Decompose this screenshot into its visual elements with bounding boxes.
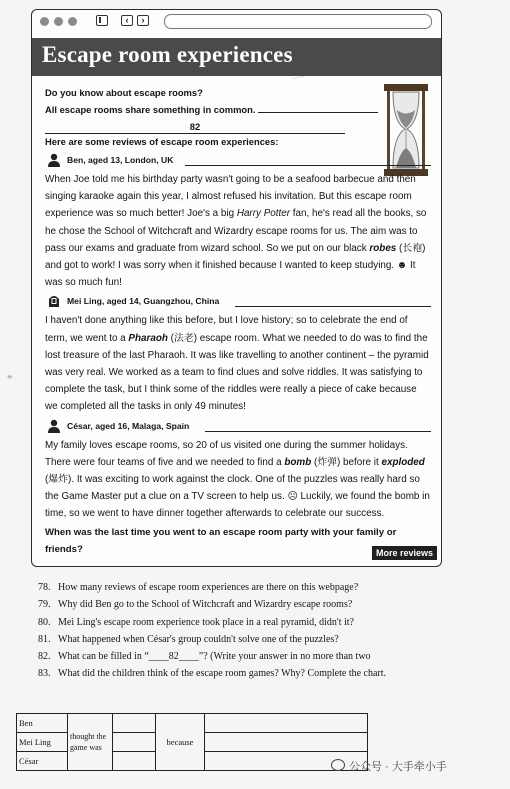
review-text-segment: (炸弹) before it	[311, 456, 382, 468]
watermark: 公众号 · 大手牵小手	[331, 758, 447, 774]
review-text-segment: (长袍) and got to work! I was sorry when it finished because I wanted to keep studying.	[45, 242, 426, 272]
review-keyword: Pharaoh	[128, 332, 168, 344]
review-text-segment: (法老) escape room. What we needed to do was to find the lost treasure of the last Pharaoh. It was like travelling to another continent – the pyramid was very real. We worked as a team to find clues and solve riddles. It was satisfying to complete the task, but I think some of the riddles were really a piece of cake because we completed all the tasks in only 49 minutes!	[45, 332, 429, 413]
chart-answer-cell[interactable]	[113, 714, 156, 733]
chart-reason-cell[interactable]	[205, 714, 368, 733]
forward-arrow-icon[interactable]: ›	[137, 15, 149, 26]
closing-question: When was the last time you went to an escape room party with your family or friends?	[45, 526, 397, 555]
faint-mark: ~~~	[291, 73, 305, 84]
pharaoh-icon	[47, 294, 61, 308]
person-icon	[47, 419, 61, 433]
back-arrow-icon[interactable]: ‹	[121, 15, 133, 26]
emoji-icon: ☻	[396, 260, 408, 272]
question-item: 83. What did the children think of the escape room games? Why? Complete the chart.	[38, 668, 387, 680]
reviewer-ben: Ben, aged 13, London, UK	[45, 152, 431, 171]
review-text-segment: (爆炸). It was exciting to work against the clock. One of the puzzles was really hard so the Game Master put a clue on a TV screen to help us.	[45, 474, 420, 503]
browser-toolbar	[32, 10, 441, 34]
question-item: 79. Why did Ben go to the School of Witchcraft and Wizardry escape rooms?	[38, 599, 353, 611]
question-item: 80. Mei Ling's escape room experience took place in a real pyramid, didn't it?	[38, 616, 354, 628]
review-text-segment: It was so much fun!	[45, 260, 416, 289]
chart-reason-cell[interactable]	[205, 733, 368, 752]
review-text-segment: I haven't done anything like this before, but I love history; so to celebrate the end of term, we went to a	[45, 315, 408, 344]
chart-name-cell: Mei Ling	[17, 733, 68, 752]
blank-line-top	[258, 112, 378, 113]
review-italic-text: Harry Potter	[236, 208, 291, 220]
chart-thought-label: thought the game was	[68, 714, 113, 771]
review-keyword: exploded	[381, 456, 425, 468]
review-text-segment: fan, he's read all the books, so he chose the School of Witchcraft and Wizardry escape rooms for us. The aim was to pass our exams and graduate from wizard school. So we put on our black	[45, 208, 427, 254]
review-text-cesar	[45, 437, 431, 523]
emoji-icon: ☹	[287, 491, 298, 503]
chart-name-cell: César	[17, 752, 68, 771]
review-text-segment: Luckily, we found the bomb in time, so we went to have dinner together afterwards to celebrate our success.	[45, 491, 430, 520]
question-list	[38, 579, 478, 683]
more-reviews-button[interactable]: More reviews	[372, 546, 437, 560]
intro-statement: All escape rooms share something in common.	[45, 101, 431, 118]
blank-82: 82	[45, 121, 345, 134]
review-text-segment: When Joe told me his birthday party wasn't going to be a seafood barbecue and then singing karaoke again this year, I almost refused his invitation. But this escape room experience was so much better! Joe's a big	[45, 174, 416, 220]
intro-lead: Here are some reviews of escape room experiences:	[45, 136, 279, 147]
sidebar-icon[interactable]	[96, 15, 108, 26]
person-icon	[47, 153, 61, 167]
answer-chart	[16, 713, 368, 771]
question-item: 81. What happened when César's group couldn't solve one of the puzzles?	[38, 633, 339, 645]
question-item: 82. What can be filled in “____82____”? (Write your answer in no more than two	[38, 651, 371, 663]
review-text-segment: My family loves escape rooms, so 20 of us visited one during the summer holidays. There were four teams of five and we needed to find a	[45, 439, 408, 468]
review-keyword: robes	[369, 242, 397, 254]
title-banner	[32, 38, 441, 76]
blank-82-line	[45, 118, 431, 133]
intro-question: Do you know about escape rooms?	[45, 87, 203, 98]
article-body	[45, 84, 431, 558]
review-text-mei-ling	[45, 312, 431, 415]
chart-answer-cell[interactable]	[113, 752, 156, 771]
chart-answer-cell[interactable]	[113, 733, 156, 752]
reviewer-mei-ling: Mei Ling, aged 14, Guangzhou, China	[45, 293, 431, 312]
address-bar[interactable]	[164, 14, 432, 29]
side-mark: ⌖	[7, 372, 13, 383]
chart-because-label: because	[156, 714, 205, 771]
question-item: 78. How many reviews of escape room experiences are there on this webpage?	[38, 582, 359, 593]
webpage-card	[31, 9, 442, 567]
reviewer-cesar: César, aged 16, Malaga, Spain	[45, 418, 431, 437]
window-dot-maximize[interactable]	[68, 17, 77, 26]
page-title: Escape room experiences	[42, 42, 293, 67]
review-keyword: bomb	[284, 456, 312, 468]
wechat-icon	[331, 759, 345, 771]
chart-name-cell: Ben	[17, 714, 68, 733]
window-dot-minimize[interactable]	[54, 17, 63, 26]
review-text-ben	[45, 171, 431, 291]
window-dot-close[interactable]	[40, 17, 49, 26]
